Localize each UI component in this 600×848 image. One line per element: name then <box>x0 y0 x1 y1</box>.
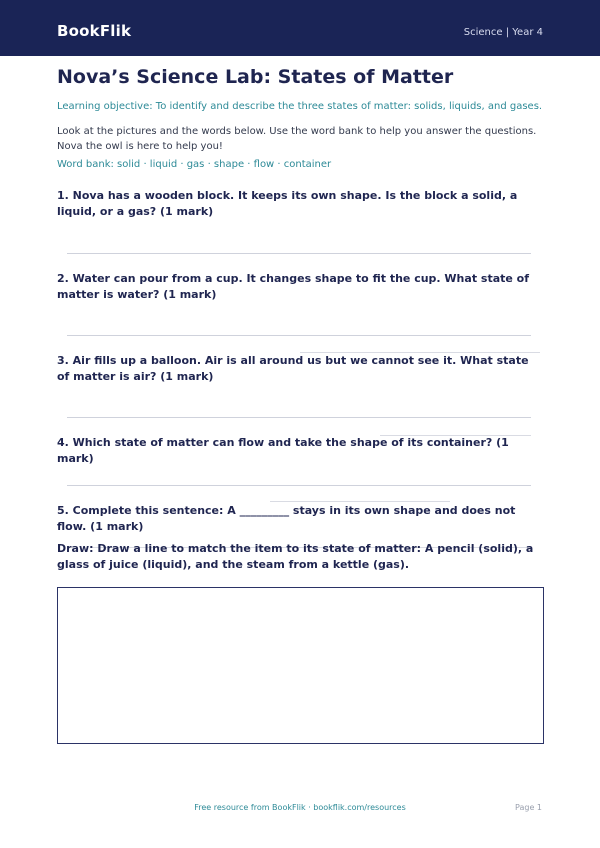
question-1: 1. Nova has a wooden block. It keeps its own shape. Is the block a solid, a liquid, or a gas? (1 mark) <box>57 189 518 218</box>
page-number: Page 1 <box>515 803 542 812</box>
question-4: 4. Which state of matter can flow and take the shape of its container? (1 mark) <box>57 436 509 465</box>
word-bank: Word bank: solid · liquid · gas · shape · flow · container <box>57 159 332 170</box>
answer-line-1[interactable] <box>67 253 531 254</box>
draw-task: Draw: Draw a line to match the item to its state of matter: A pencil (solid), a glass of juice (liquid), and the steam from a kettle (gas). <box>57 542 534 571</box>
question-3: 3. Air fills up a balloon. Air is all around us but we cannot see it. What state of matter is air? (1 mark) <box>57 354 529 383</box>
page-header <box>0 0 600 56</box>
question-5: 5. Complete this sentence: A _________ stays in its own shape and does not flow. (1 mark) <box>57 504 516 533</box>
footer-credit: Free resource from BookFlik · bookflik.com/resources <box>194 803 406 812</box>
intro-text: Look at the pictures and the words below. Use the word bank to help you answer the questions. Nova the owl is here to help you! <box>57 126 537 152</box>
subject-year-label: Science | Year 4 <box>463 27 543 38</box>
page-title: Nova’s Science Lab: States of Matter <box>57 66 454 88</box>
question-2: 2. Water can pour from a cup. It changes shape to fit the cup. What state of matter is water? (1 mark) <box>57 272 530 301</box>
drawing-area[interactable] <box>57 587 544 744</box>
learning-objective: Learning objective: To identify and describe the three states of matter: solids, liquids, and gases. <box>57 101 543 112</box>
brand-logo: BookFlik <box>57 22 132 40</box>
divider <box>270 501 450 502</box>
answer-line-4[interactable] <box>67 485 531 486</box>
answer-line-2[interactable] <box>67 335 531 336</box>
answer-line-3[interactable] <box>67 417 531 418</box>
